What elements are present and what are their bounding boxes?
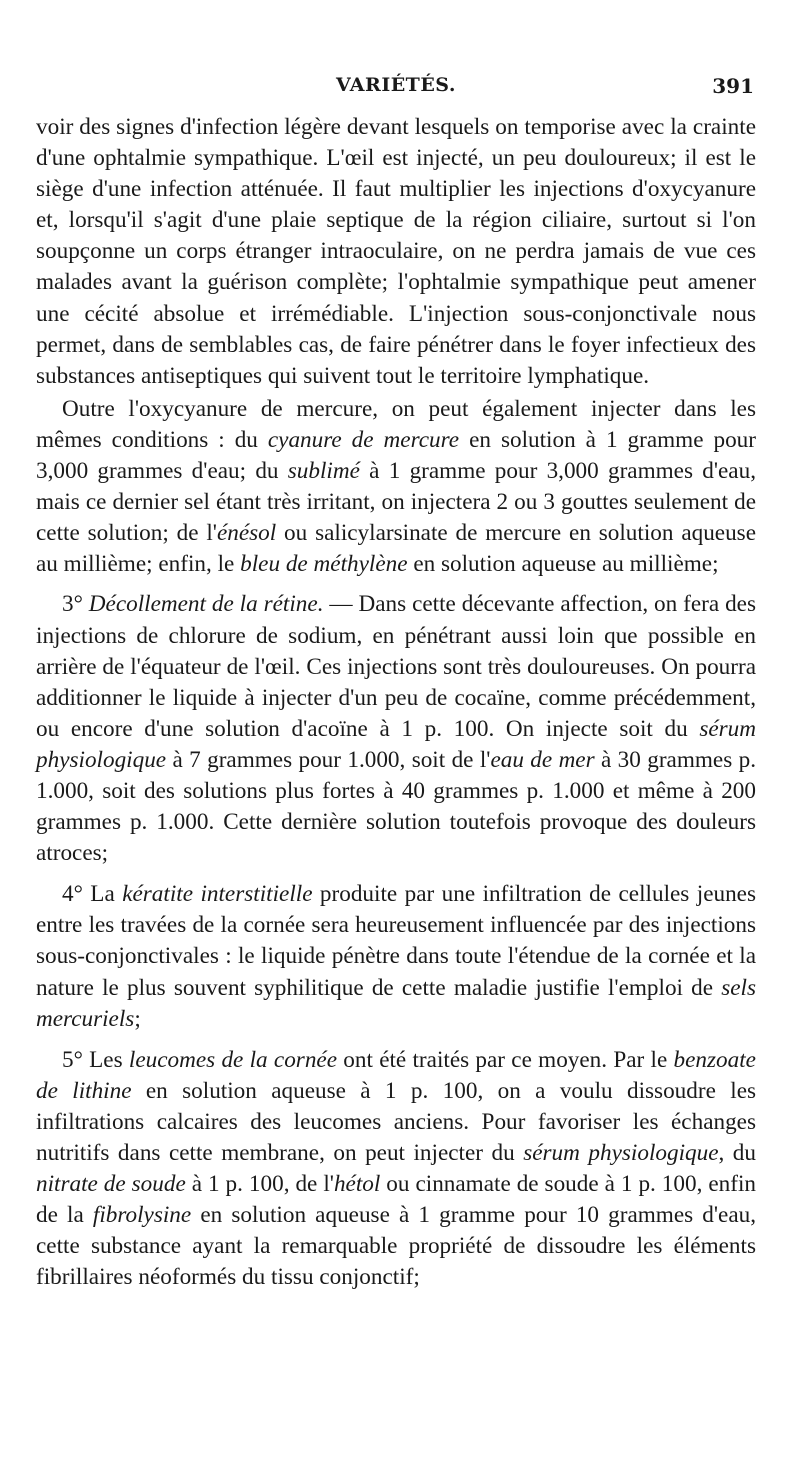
text-run: ou cinnamate de soude à 1 p. 100, enfin de la xyxy=(36,1171,756,1229)
italic-run: sérum physiologique xyxy=(36,715,756,773)
text-run: à 7 grammes pour 1.000, soit de l' xyxy=(166,746,491,773)
paragraph-4 xyxy=(36,879,756,1034)
text-run: en solution à 1 gramme pour 3,000 grammes d'eau; du xyxy=(36,426,756,485)
page-header xyxy=(36,70,756,106)
text-run: voir des signes d'infection légère devant lesquels on temporise avec la crainte d'une ophtalmie sympathique. L'œil est injecté, un peu douloureux; il est le siège d'une infection atténuée. Il faut multiplier les injections d'oxycyanure et, lorsqu'il s'agit d'une plaie septique de la région ciliaire, surtout si l'on soupçonne un corps étranger intraoculaire, on ne perdra jamais de vue ces malades avant la guérison complète; l'ophtalmie sympathique peut amener une cécité absolue et irrémédiable. L'injection sous-conjonctivale nous permet, dans de semblables cas, de faire pénétrer dans le foyer infectieux des substances antiseptiques qui suivent tout le territoire lymphatique. xyxy=(36,114,756,389)
paragraph-3 xyxy=(36,589,756,869)
italic-run: nitrate de soude xyxy=(36,1171,186,1198)
italic-run: Décollement de la rétine. xyxy=(88,591,324,618)
text-run: à 1 gramme pour 3,000 grammes d'eau, mais ce dernier sel étant très irritant, on injectera 2 ou 3 gouttes seulement de cette solution; de l' xyxy=(36,458,756,547)
text-run: Outre l'oxycyanure de mercure, on peut également injecter dans les mêmes conditions : du xyxy=(36,395,756,453)
text-run: à 1 p. 100, de l' xyxy=(185,1171,334,1198)
page-number: 391 xyxy=(712,74,754,98)
text-run: 3° xyxy=(62,591,89,618)
paragraph-1 xyxy=(36,112,756,392)
running-head: VARIÉTÉS. xyxy=(336,74,456,96)
italic-run: eau de mer xyxy=(490,746,595,773)
italic-run: sérum physiologique xyxy=(523,1140,719,1166)
text-run: — Dans cette décevante affection, on fera des injections de chlorure de sodium, en pénétrant aussi loin que possible en arrière de l'équateur de l'œil. Ces injections sont très douloureuses. On pourra additionner le liquide à injecter d'un peu de cocaïne, comme précédemment, ou encore d'une solution d'acoïne à 1 p. 100. On injecte soit du xyxy=(36,591,756,742)
italic-run: kératite interstitielle xyxy=(122,881,313,908)
body-text xyxy=(36,112,756,1293)
text-run: , du xyxy=(718,1140,756,1166)
text-run: en solution aqueuse à 1 p. 100, on a voulu dissoudre les infiltrations calcaires des leucomes anciens. Pour favoriser les échanges nutritifs dans cette membrane, on peut injecter du xyxy=(36,1077,757,1166)
text-run: en solution aqueuse au millième; xyxy=(407,551,719,578)
text-run: ; xyxy=(134,1005,141,1032)
paragraph-2 xyxy=(36,394,756,581)
text-run: en solution aqueuse à 1 gramme pour 10 grammes d'eau, cette substance ayant la remarquable propriété de dissoudre les éléments fibrillaires néoformés du tissu conjonctif; xyxy=(36,1202,757,1291)
text-run: 5° Les xyxy=(62,1046,129,1073)
text-run: ou salicylarsinate de mercure en solution aqueuse au millième; enfin, le xyxy=(36,520,756,578)
italic-run: hétol xyxy=(333,1171,381,1198)
italic-run: leucomes de la cornée xyxy=(128,1046,338,1073)
text-run: ont été traités par ce moyen. Par le xyxy=(337,1046,674,1073)
italic-run: bleu de méthylène xyxy=(240,551,408,578)
book-page xyxy=(36,70,756,1450)
italic-run: sels mercuriels xyxy=(36,974,756,1032)
paragraph-5 xyxy=(36,1045,756,1294)
italic-run: cyanure de mercure xyxy=(267,426,460,453)
italic-run: benzoate de lithine xyxy=(36,1046,756,1104)
text-run: produite par une infiltration de cellules jeunes entre les travées de la cornée sera heureusement influencée par des injections sous-conjonctivales : le liquide pénètre dans toute l'étendue de la cornée et la nature le plus souvent syphilitique de cette maladie justifie l'emploi de xyxy=(36,881,756,1001)
italic-run: énésol xyxy=(216,520,277,547)
italic-run: fibrolysine xyxy=(92,1202,192,1229)
italic-run: sublimé xyxy=(287,458,360,485)
text-run: 4° La xyxy=(62,881,123,908)
text-run: à 30 grammes p. 1.000, soit des solutions plus fortes à 40 grammes p. 1.000 et même à 200 grammes p. 1.000. Cette dernière solution toutefois provoque des douleurs atroces; xyxy=(36,746,757,867)
